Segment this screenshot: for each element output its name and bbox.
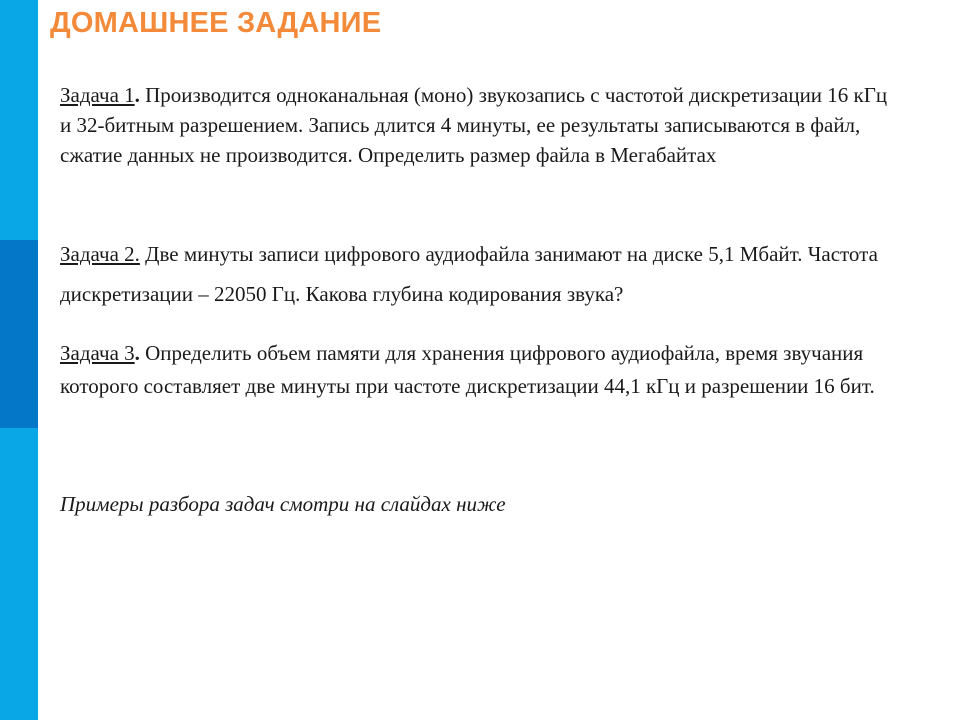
task-3-separator: . [134, 341, 140, 365]
side-decor-accent [0, 240, 38, 428]
examples-note: Примеры разбора задач смотри на слайдах ниже [60, 492, 506, 516]
task-3-label: Задача 3 [60, 341, 135, 365]
task-2-text: Две минуты записи цифрового аудиофайла занимают на диске 5,1 Мбайт. Частота дискретизации – 22050 Гц. Какова глубина кодирования звука? [60, 242, 878, 306]
task-1-separator: . [134, 83, 140, 107]
task-1 [60, 80, 890, 170]
task-3-text: Определить объем памяти для хранения цифрового аудиофайла, время звучания которого составляет две минуты при частоте дискретизации 44,1 кГц и разрешении 16 бит. [60, 341, 875, 398]
task-2-label: Задача 2. [60, 242, 140, 266]
task-1-text: Производится одноканальная (моно) звукозапись с частотой дискретизации 16 кГц и 32-битным разрешением. Запись длится 4 минуты, ее результаты записываются в файл, сжатие данных не производится. Определить размер файла в Мегабайтах [60, 83, 888, 167]
slide-title: ДОМАШНЕЕ ЗАДАНИЕ [50, 7, 382, 39]
task-3 [60, 337, 890, 403]
task-1-label: Задача 1 [60, 83, 135, 107]
task-2 [60, 234, 890, 314]
